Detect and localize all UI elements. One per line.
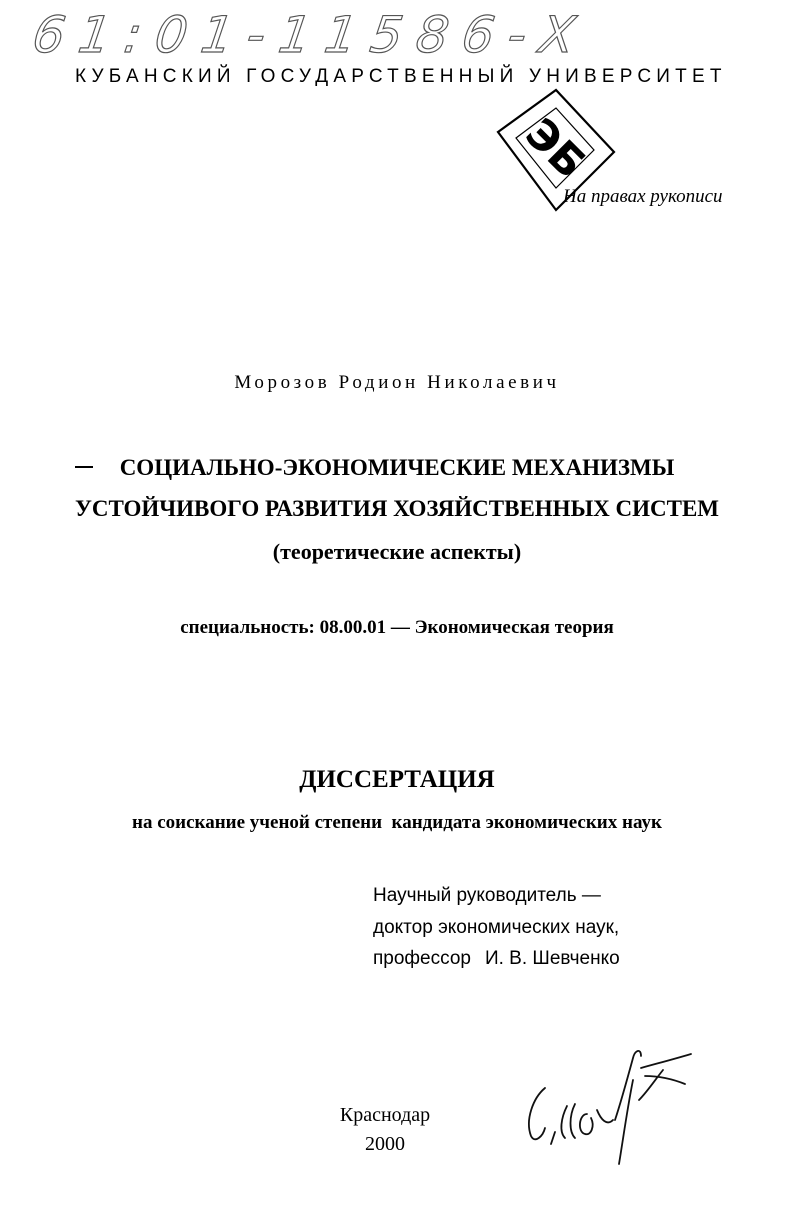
supervisor-line-3 — [373, 948, 620, 970]
supervisor-title: профессор — [373, 948, 471, 969]
dissertation-heading: ДИССЕРТАЦИЯ — [299, 766, 495, 793]
handwritten-code — [28, 0, 668, 70]
year: 2000 — [365, 1133, 405, 1155]
manuscript-note: На правах рукописи — [563, 186, 723, 207]
signature — [515, 1040, 710, 1170]
degree-line: на соискание ученой степени кандидата экономических наук — [132, 812, 662, 833]
supervisor-name: И. В. Шевченко — [484, 948, 620, 969]
author-name: Морозов Родион Николаевич — [234, 372, 560, 393]
city: Краснодар — [339, 1104, 431, 1126]
thesis-title-line-2: УСТОЙЧИВОГО РАЗВИТИЯ ХОЗЯЙСТВЕННЫХ СИСТЕМ — [74, 496, 720, 521]
handwritten-code-text: 61:01-11586-Х — [29, 5, 593, 64]
stamp-text: ЭБ — [516, 108, 596, 188]
supervisor-line-2: доктор экономических наук, — [373, 917, 620, 938]
specialty-line: специальность: 08.00.01 — Экономическая теория — [180, 617, 614, 638]
supervisor-line-1: Научный руководитель — — [373, 885, 601, 906]
thesis-title-line-1: СОЦИАЛЬНО-ЭКОНОМИЧЕСКИЕ МЕХАНИЗМЫ — [119, 455, 675, 480]
university-name: КУБАНСКИЙ ГОСУДАРСТВЕННЫЙ УНИВЕРСИТЕТ — [75, 66, 727, 87]
thesis-subtitle: (теоретические аспекты) — [272, 539, 522, 564]
